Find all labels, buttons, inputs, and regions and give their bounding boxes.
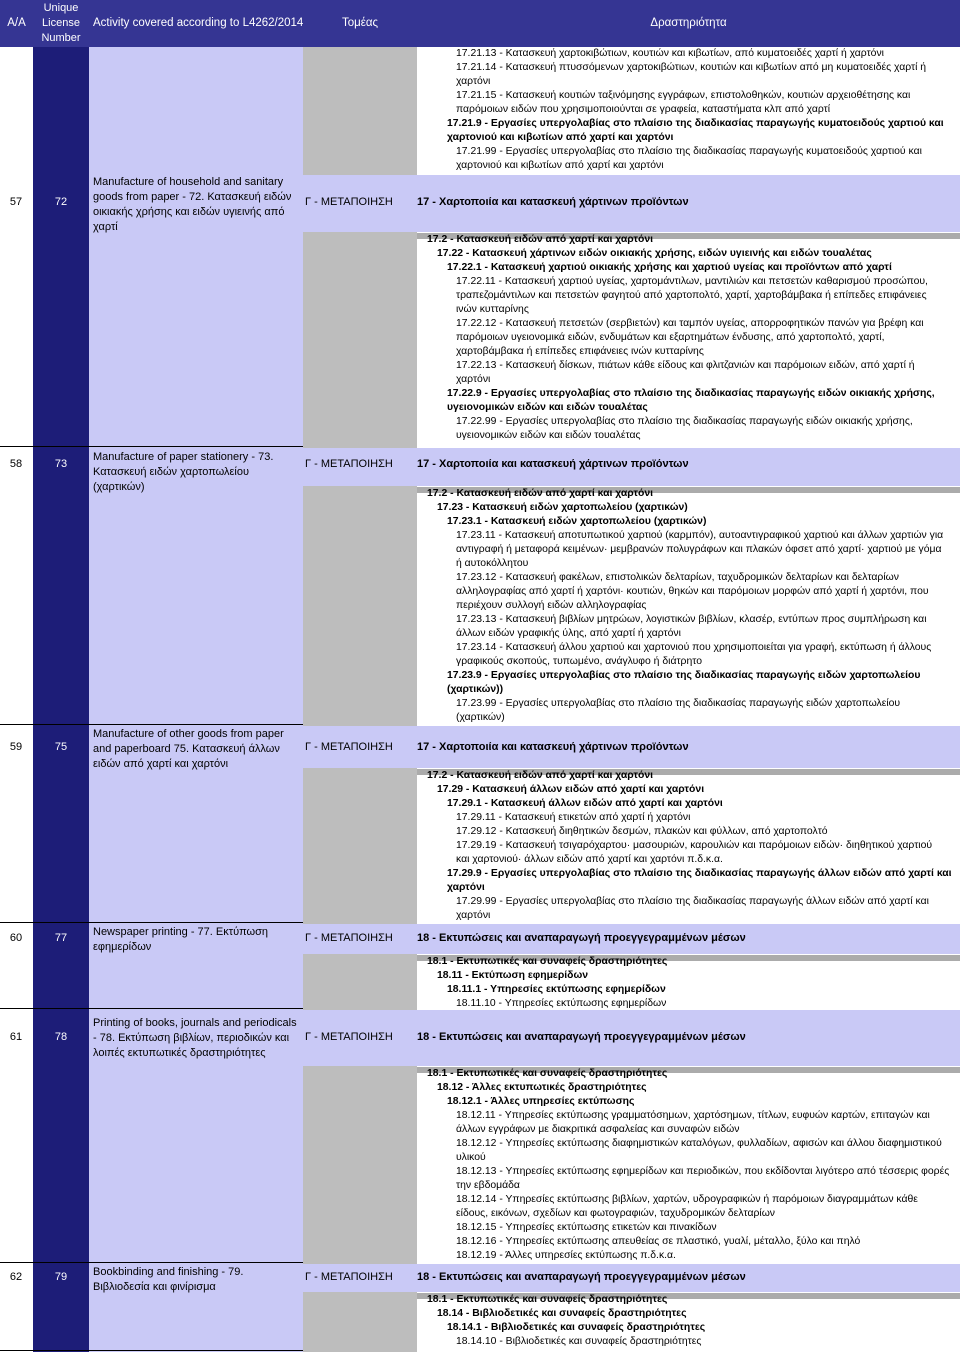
description-line: χαρτόνι xyxy=(456,910,491,921)
description-line: τραπεζομάντιλων και πετσετών φαγητού από χαρτοπολτό, χαρτί, χαρτοβάμβακα ή επίπεδες επιφάνειες xyxy=(456,290,927,301)
description-line: 18.12.13 - Υπηρεσίες εκτύπωσης εφημερίδων και περιοδικών, που εκδίδονται λιγότερο από τέσσερις φορές xyxy=(456,1166,950,1177)
description-line: 18.14.10 - Βιβλιοδετικές και συναφείς δραστηριότητες xyxy=(456,1336,702,1347)
row-group: 17 - Χαρτοποιία και κατασκευή χάρτινων προϊόντων xyxy=(417,458,689,470)
description-line: 17.22.99 - Εργασίες υπεργολαβίας στο πλαίσιο της διαδικασίας παραγωγής ειδών οικιακής χρήσης, xyxy=(456,416,913,427)
description-line: 17.23.11 - Κατασκευή αποτυπωτικού χαρτιού (καρμπόν), αυτοαντιγραφικού χαρτιού και άλλων χαρτιών για xyxy=(456,530,944,541)
continuation-line: χαρτονιού και κιβωτίων από χαρτί και χαρτόνι xyxy=(456,160,664,171)
header-activity: Activity covered according to L4262/2014 xyxy=(93,17,304,29)
description-line: 17.29 - Κατασκευή άλλων ειδών από χαρτί και χαρτόνι xyxy=(437,784,705,795)
description-line: γραφικούς σκοπούς, τυπωμένο, ανάγλυφο ή διάτρητο xyxy=(456,656,702,667)
row-activity: Newspaper printing - 77. Εκτύπωση εφημερίδων xyxy=(93,926,269,953)
description-line: 17.29.99 - Εργασίες υπεργολαβίας στο πλαίσιο της διαδικασίας παραγωγής άλλων ειδών από χαρτί και xyxy=(456,896,929,907)
row-divider xyxy=(0,1008,303,1009)
description-line: 17.2 - Κατασκευή ειδών από χαρτί και χαρτόνι xyxy=(427,770,654,781)
row-sector: Γ - ΜΕΤΑΠΟΙΗΣΗ xyxy=(305,932,393,944)
description-line: 17.23.1 - Κατασκευή ειδών χαρτοπωλείου (χαρτικών) xyxy=(447,516,707,527)
row-group: 18 - Εκτυπώσεις και αναπαραγωγή προεγγεγραμμένων μέσων xyxy=(417,1271,746,1283)
description-line: 17.23.9 - Εργασίες υπεργολαβίας στο πλαίσιο της διαδικασίας παραγωγής ειδών χαρτοπωλείου xyxy=(447,670,921,681)
row-divider xyxy=(0,446,303,447)
description-line: 18.11 - Εκτύπωση εφημερίδων xyxy=(437,970,589,981)
row-divider xyxy=(0,922,303,923)
description-line: 17.29.1 - Κατασκευή άλλων ειδών από χαρτί και χαρτόνι xyxy=(447,798,723,809)
row-group: 17 - Χαρτοποιία και κατασκευή χάρτινων προϊόντων xyxy=(417,196,689,208)
description-line: άλλων ειδών γραφικής ύλης, από χαρτί ή χαρτόνι xyxy=(456,628,681,639)
description-line: 17.2 - Κατασκευή ειδών από χαρτί και χαρτόνι xyxy=(427,234,654,245)
description-line: 18.12.14 - Υπηρεσίες εκτύπωσης βιβλίων, χαρτών, υδρογραφικών ή παρόμοιων διαγραμμάτων κάθε xyxy=(456,1194,918,1205)
description-line: 18.12.12 - Υπηρεσίες εκτύπωσης διαφημιστικών καταλόγων, φυλλαδίων, αφισών και άλλου διαφημιστικού xyxy=(456,1138,942,1149)
description-line: αλληλογραφίας από χαρτί ή χαρτόνι· κουτιών, θηκών και παρόμοιων μορφών από χαρτί ή χαρτόνι, που xyxy=(456,586,929,597)
row-license-number: 78 xyxy=(54,1031,68,1043)
row-divider xyxy=(0,1350,303,1351)
description-line: 17.22.9 - Εργασίες υπεργολαβίας στο πλαίσιο της διαδικασίας παραγωγής ειδών οικιακής χρήσης, xyxy=(447,388,935,399)
description-line: 18.12.19 - Άλλες υπηρεσίες εκτύπωσης π.δ.κ.α. xyxy=(456,1250,676,1261)
row-license-number: 75 xyxy=(54,741,68,753)
row-activity: Manufacture of paper stationery - 73. Κατασκευή ειδών χαρτοπωλείου (χαρτικών) xyxy=(93,451,274,493)
description-line: χαρτοβάμβακα ή επίπεδες επιφάνειες ινών κυτταρίνης xyxy=(456,346,704,357)
row-license-number: 77 xyxy=(54,932,68,944)
description-line: ινών κυτταρίνης xyxy=(456,304,529,315)
row-activity: Bookbinding and finishing - 79. Βιβλιοδεσία και φινίρισμα xyxy=(93,1266,244,1293)
row-license-number: 79 xyxy=(54,1271,68,1283)
row-activity: Printing of books, journals and periodicals - 78. Εκτύπωση βιβλίων, περιοδικών και λοιπές εκτυπωτικές δραστηριότητες xyxy=(93,1017,297,1059)
description-line: 17.22.1 - Κατασκευή χαρτιού οικιακής χρήσης και χαρτιού υγείας και προϊόντων από χαρτί xyxy=(447,262,892,273)
continuation-line: 17.21.99 - Εργασίες υπεργολαβίας στο πλαίσιο της διαδικασίας παραγωγής κυματοειδούς χαρτιού και xyxy=(456,146,922,157)
description-line: υλικού xyxy=(456,1152,486,1163)
row-license-number: 73 xyxy=(54,458,68,470)
row-aa: 57 xyxy=(9,196,23,208)
description-line: άλλων εγγράφων με διακριτικά ασφαλείας και συναφών ειδών xyxy=(456,1124,740,1135)
description-line: 18.14 - Βιβλιοδετικές και συναφείς δραστηριότητες xyxy=(437,1308,687,1319)
row-activity: Manufacture of other goods from paper and paperboard 75. Κατασκευή άλλων ειδών από χαρτί και χαρτόνι xyxy=(93,728,284,770)
description-line: 17.22.11 - Κατασκευή χαρτιού υγείας, χαρτομάντιλων, μαντιλιών και πετσετών καθαρισμού προσώπου, xyxy=(456,276,928,287)
row-aa: 58 xyxy=(9,458,23,470)
description-line: παρόμοιων υγειονομικά ειδών, ενδυμάτων και εξαρτημάτων ένδυσης, από χαρτοπολτό, χαρτί, xyxy=(456,332,885,343)
row-group: 18 - Εκτυπώσεις και αναπαραγωγή προεγγεγραμμένων μέσων xyxy=(417,932,746,944)
row-aa: 59 xyxy=(9,741,23,753)
continuation-line: 17.21.13 - Κατασκευή χαρτοκιβώτιων, κουτιών και κιβωτίων, από κυματοειδές χαρτί ή χαρτόνι xyxy=(456,48,884,59)
row-divider xyxy=(0,1262,303,1263)
description-line: 17.22 - Κατασκευή χάρτινων ειδών οικιακής χρήσης, ειδών υγιεινής και ειδών τουαλέτας xyxy=(437,248,872,259)
description-line: 17.23 - Κατασκευή ειδών χαρτοπωλείου (χαρτικών) xyxy=(437,502,688,513)
table-header xyxy=(0,0,960,47)
header-sector: Τομέας xyxy=(341,17,379,29)
continuation-line: 17.21.9 - Εργασίες υπεργολαβίας στο πλαίσιο της διαδικασίας παραγωγής κυματοειδούς χαρτιού και xyxy=(447,118,944,129)
description-line: 17.29.19 - Κατασκευή τσιγαρόχαρτου· μασουριών, καρουλιών και παρόμοιων ειδών· διηθητικού χαρτιού xyxy=(456,840,933,851)
gray-column-bg xyxy=(303,47,417,1352)
description-line: 18.14.1 - Βιβλιοδετικές και συναφείς δραστηριότητες xyxy=(447,1322,706,1333)
description-line: περιέχουν συλλογή ειδών αλληλογραφίας xyxy=(456,600,647,611)
row-divider xyxy=(0,724,303,725)
row-sector: Γ - ΜΕΤΑΠΟΙΗΣΗ xyxy=(305,741,393,753)
description-line: 18.12.11 - Υπηρεσίες εκτύπωσης γραμματόσημων, χαρτόσημων, τίτλων, ευφυών καρτών, επιταγών και xyxy=(456,1110,930,1121)
row-aa: 61 xyxy=(9,1031,23,1043)
description-line: 17.22.13 - Κατασκευή δίσκων, πιάτων κάθε είδους και φλιτζανιών και παρόμοιων ειδών, από χαρτί ή xyxy=(456,360,915,371)
description-line: 17.22.12 - Κατασκευή πετσετών (σερβιετών) και ταμπόν υγείας, απορροφητικών πανών για βρέφη και xyxy=(456,318,924,329)
description-line: χαρτόνι xyxy=(456,374,491,385)
description-line: και χαρτονιού· άλλων ειδών από χαρτί και χαρτόνι π.δ.κ.α. xyxy=(456,854,723,865)
continuation-line: 17.21.14 - Κατασκευή πτυσσόμενων χαρτοκιβώτιων, κουτιών και κιβωτίων από μη κυματοειδές χαρτί ή xyxy=(456,62,927,73)
description-line: 17.23.99 - Εργασίες υπεργολαβίας στο πλαίσιο της διαδικασίας παραγωγής ειδών χαρτοπωλείου xyxy=(456,698,901,709)
header-license: Unique License Number xyxy=(41,2,81,44)
description-line: 17.29.11 - Κατασκευή ετικετών από χαρτί ή χαρτόνι xyxy=(456,812,691,823)
description-line: 18.1 - Εκτυπωτικές και συναφείς δραστηριότητες xyxy=(427,956,668,967)
description-line: 18.12 - Άλλες εκτυπωτικές δραστηριότητες xyxy=(437,1082,647,1093)
description-line: υγειονομικών ειδών και ειδών τουαλέτας xyxy=(456,430,641,441)
row-license-number: 72 xyxy=(54,196,68,208)
description-line: 17.23.14 - Κατασκευή άλλου χαρτιού και χαρτονιού που χρησιμοποιείται για γραφή, εκτύπωση ή άλλους xyxy=(456,642,932,653)
description-line: 18.1 - Εκτυπωτικές και συναφείς δραστηριότητες xyxy=(427,1294,668,1305)
description-line: 17.29.9 - Εργασίες υπεργολαβίας στο πλαίσιο της διαδικασίας παραγωγής άλλων ειδών από χαρτί και xyxy=(447,868,952,879)
description-line: την εβδομάδα xyxy=(456,1180,520,1191)
license-column-bg xyxy=(33,47,89,1352)
description-line: 17.2 - Κατασκευή ειδών από χαρτί και χαρτόνι xyxy=(427,488,654,499)
continuation-line: χαρτονιού και κιβωτίων από χαρτί και χαρτόνι xyxy=(447,132,674,143)
row-sector: Γ - ΜΕΤΑΠΟΙΗΣΗ xyxy=(305,458,393,470)
row-activity: Manufacture of household and sanitary goods from paper - 72. Κατασκευή ειδών οικιακής χρήσης και ειδών υγιεινής από χαρτί xyxy=(93,176,292,233)
description-line: (χαρτικών)) xyxy=(447,684,504,695)
activity-column-bg xyxy=(89,47,303,1352)
description-line: ή αυτοκόλλητου xyxy=(456,558,529,569)
description-line: (χαρτικών) xyxy=(456,712,505,723)
description-line: 18.11.10 - Υπηρεσίες εκτύπωσης εφημερίδων xyxy=(456,998,667,1009)
continuation-line: παρόμοιων ειδών που χρησιμοποιούνται σε γραφεία, καταστήματα κλπ από χαρτί xyxy=(456,104,831,115)
header-description: Δραστηριότητα xyxy=(650,17,727,29)
row-group: 17 - Χαρτοποιία και κατασκευή χάρτινων προϊόντων xyxy=(417,741,689,753)
description-line: 18.11.1 - Υπηρεσίες εκτύπωσης εφημερίδων xyxy=(447,984,666,995)
continuation-line: 17.21.15 - Κατασκευή κουτιών ταξινόμησης εγγράφων, επιστολοθηκών, κουτιών αρχειοθέτησης και xyxy=(456,90,911,101)
description-line: 17.23.12 - Κατασκευή φακέλων, επιστολικών δελταρίων, ταχυδρομικών δελταρίων και δελταρίων xyxy=(456,572,899,583)
row-aa: 60 xyxy=(9,932,23,944)
description-line: είδους, εικόνων, σχεδίων και φωτογραφιών, ταχυδρομικών δελταρίων xyxy=(456,1208,776,1219)
description-line: αντιγραφή ή μεταφορά κειμένων· μεμβρανών πολυγράφων και πλακών όφσετ από χαρτί· χαρτιού με γόμα xyxy=(456,544,942,555)
description-line: 18.12.15 - Υπηρεσίες εκτύπωσης ετικετών και πινακίδων xyxy=(456,1222,717,1233)
header-aa: A/A xyxy=(7,17,26,29)
row-aa: 62 xyxy=(9,1271,23,1283)
description-line: 17.29.12 - Κατασκευή διηθητικών δεσμών, πλακών και φύλλων, από χαρτοπολτό xyxy=(456,826,828,837)
description-line: 18.12.16 - Υπηρεσίες εκτύπωσης απευθείας σε πλαστικό, γυαλί, μέταλλο, ξύλο και πηλό xyxy=(456,1236,861,1247)
continuation-line: χαρτόνι xyxy=(456,76,491,87)
description-line: 18.1 - Εκτυπωτικές και συναφείς δραστηριότητες xyxy=(427,1068,668,1079)
description-line: 17.23.13 - Κατασκευή βιβλίων μητρώων, λογιστικών βιβλίων, κλασέρ, εντύπων προς συμπλήρωση και xyxy=(456,614,927,625)
row-sector: Γ - ΜΕΤΑΠΟΙΗΣΗ xyxy=(305,196,393,208)
description-line: χαρτόνι xyxy=(447,882,485,893)
row-group: 18 - Εκτυπώσεις και αναπαραγωγή προεγγεγραμμένων μέσων xyxy=(417,1031,746,1043)
description-line: υγειονομικών ειδών και ειδών τουαλέτας xyxy=(447,402,648,413)
description-line: 18.12.1 - Άλλες υπηρεσίες εκτύπωσης xyxy=(447,1096,635,1107)
row-sector: Γ - ΜΕΤΑΠΟΙΗΣΗ xyxy=(305,1031,393,1043)
row-sector: Γ - ΜΕΤΑΠΟΙΗΣΗ xyxy=(305,1271,393,1283)
